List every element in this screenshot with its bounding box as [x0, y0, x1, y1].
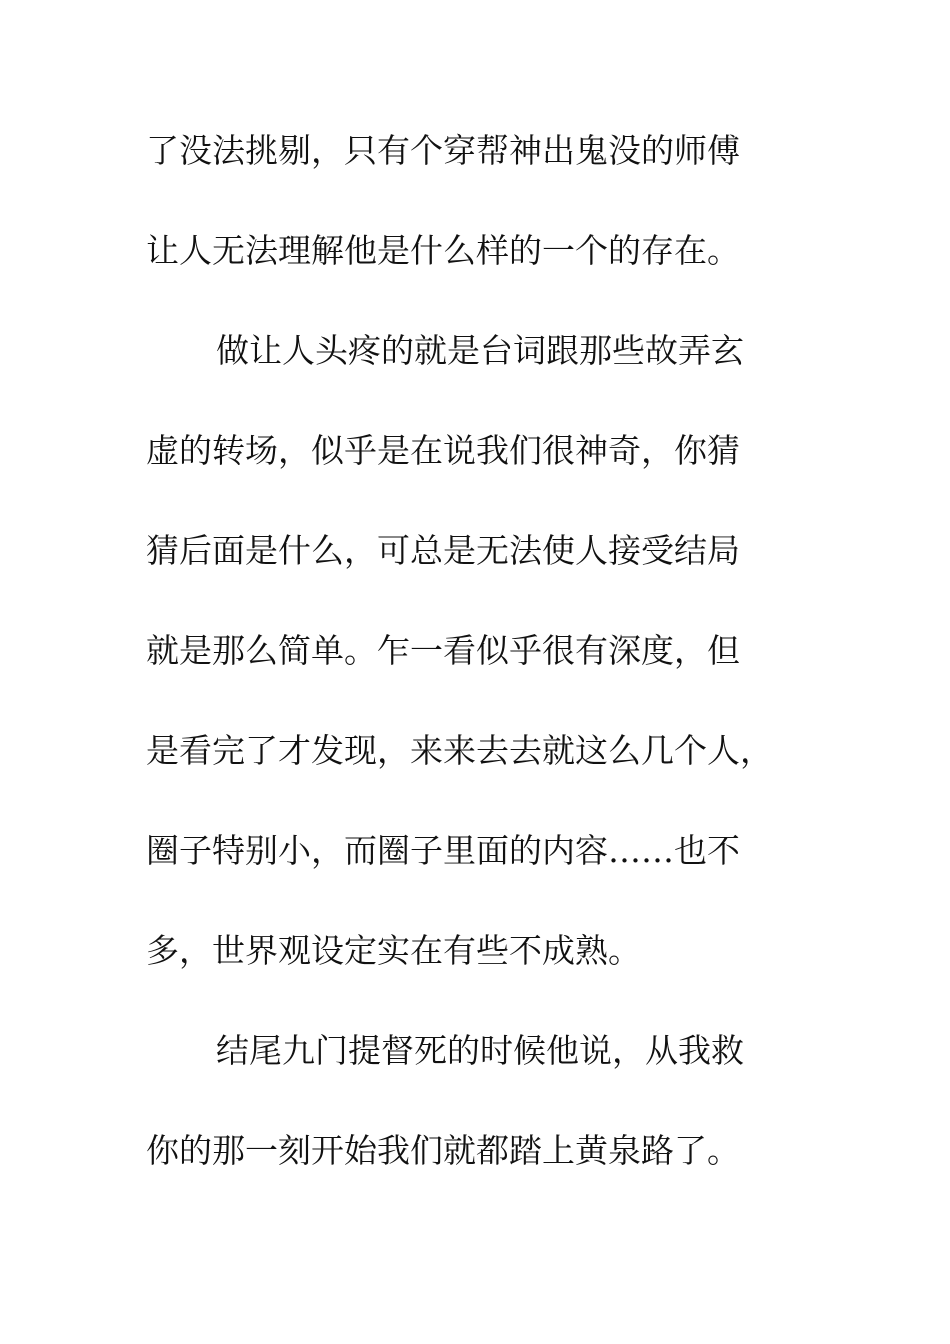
- text-line: 猜后面是什么，可总是无法使人接受结局: [146, 531, 740, 570]
- paragraph-start-line: 结尾九门提督死的时候他说，从我救: [216, 1031, 744, 1070]
- text-line: 就是那么简单。乍一看似乎很有深度，但: [146, 631, 740, 670]
- text-line: 是看完了才发现，来来去去就这么几个人，: [146, 731, 773, 770]
- text-line: 了没法挑剔，只有个穿帮神出鬼没的师傅: [146, 131, 740, 170]
- text-line: 虚的转场，似乎是在说我们很神奇，你猜: [146, 431, 740, 470]
- paragraph-start-line: 做让人头疼的就是台词跟那些故弄玄: [216, 331, 744, 370]
- text-line: 让人无法理解他是什么样的一个的存在。: [146, 231, 740, 270]
- text-line: 多，世界观设定实在有些不成熟。: [146, 931, 641, 970]
- text-line: 你的那一刻开始我们就都踏上黄泉路了。: [146, 1131, 740, 1170]
- text-line: 圈子特别小，而圈子里面的内容……也不: [146, 831, 740, 870]
